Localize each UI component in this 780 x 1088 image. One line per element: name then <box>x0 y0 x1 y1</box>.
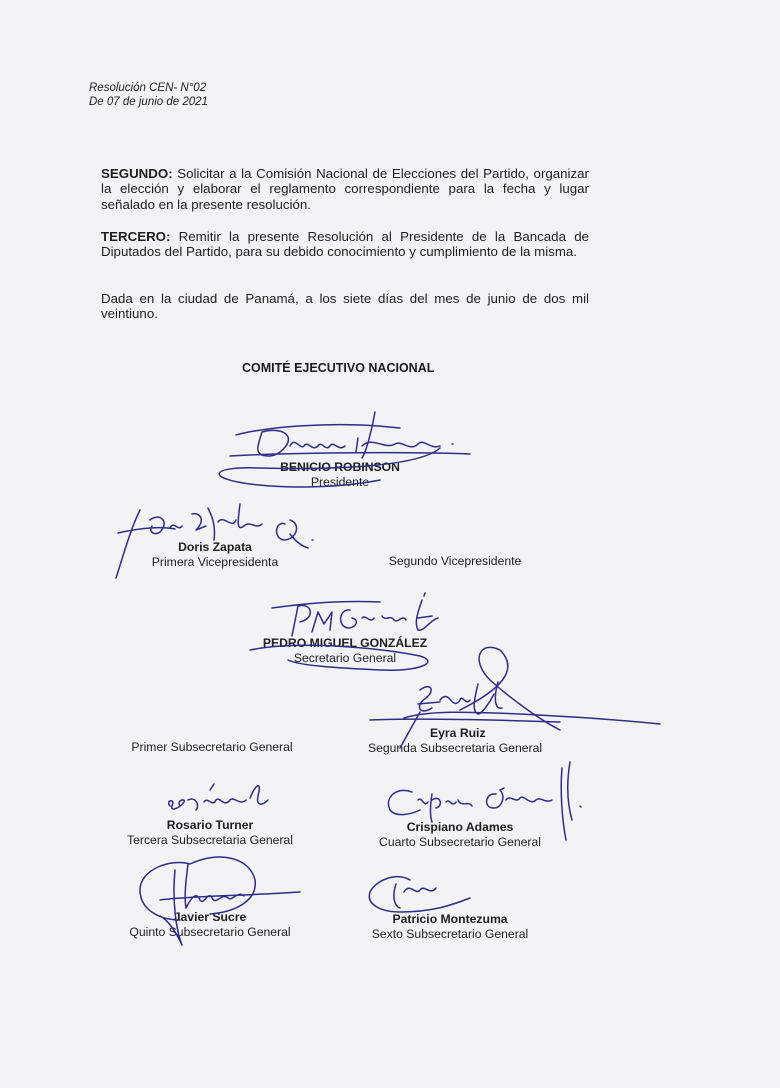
segundo-text: Solicitar a la Comisión Nacional de Elecciones del Partido, organizar la elección y elaborar el reglamento correspondiente para la fecha y lugar señalado en la presente resolución. <box>101 166 589 212</box>
signature-block-segundo-vicepresidente <box>370 554 540 569</box>
signatory-role: Segundo Vicepresidente <box>388 554 522 568</box>
signatory-role: Presidente <box>310 474 370 489</box>
signature-block-presidente <box>240 460 440 489</box>
signature-rosario-turner-icon <box>169 784 268 810</box>
signatory-role: Cuarto Subsecretario General <box>379 834 541 849</box>
signatory-name: Javier Sucre <box>173 910 247 924</box>
paragraph-tercero <box>101 229 589 260</box>
signature-block-primera-vicepresidenta <box>130 540 300 569</box>
signatory-name: Eyra Ruiz <box>430 726 486 740</box>
resolution-number: Resolución CEN- N°02 <box>89 82 207 94</box>
paragraph-segundo <box>101 166 589 212</box>
signatory-name: BENICIO ROBINSON <box>280 460 400 474</box>
committee-title: COMITÉ EJECUTIVO NACIONAL <box>242 361 435 375</box>
resolution-header <box>89 81 208 109</box>
signatory-role: Sexto Subsecretario General <box>371 926 529 941</box>
signatory-role: Tercera Subsecretaria General <box>127 832 293 847</box>
signatory-name: Doris Zapata <box>178 540 252 554</box>
signature-block-secretario-general <box>240 636 450 665</box>
signatory-role: Secretario General <box>293 650 397 665</box>
tercero-label: TERCERO: <box>101 229 171 244</box>
signature-block-sexto-subsecretario <box>350 912 550 941</box>
signatory-name: Crispiano Adames <box>406 820 514 834</box>
signatory-name: PEDRO MIGUEL GONZÁLEZ <box>262 636 428 650</box>
signatory-name: Patricio Montezuma <box>392 912 508 926</box>
signature-block-tercera-subsecretaria <box>110 818 310 847</box>
signatory-role: Primera Vicepresidenta <box>151 554 279 569</box>
signature-block-cuarto-subsecretario <box>360 820 560 849</box>
signatory-role: Primer Subsecretario General <box>131 740 293 754</box>
closing-paragraph: Dada en la ciudad de Panamá, a los siete días del mes de junio de dos mil veintiuno. <box>101 291 589 322</box>
signatory-name: Rosario Turner <box>166 818 254 832</box>
signatory-role: Segunda Subsecretaria General <box>367 740 543 755</box>
signature-block-segunda-subsecretaria <box>350 726 560 755</box>
signature-block-quinto-subsecretario <box>110 910 310 939</box>
tercero-text: Remitir la presente Resolución al Presidente de la Bancada de Diputados del Partido, para su debido conocimiento y cumplimiento de la misma. <box>101 229 589 260</box>
signature-patricio-montezuma-icon <box>369 877 470 912</box>
signatory-role: Quinto Subsecretario General <box>129 924 291 939</box>
segundo-label: SEGUNDO: <box>101 166 173 181</box>
resolution-date: De 07 de junio de 2021 <box>89 96 208 108</box>
signature-block-primer-subsecretario <box>112 740 312 755</box>
